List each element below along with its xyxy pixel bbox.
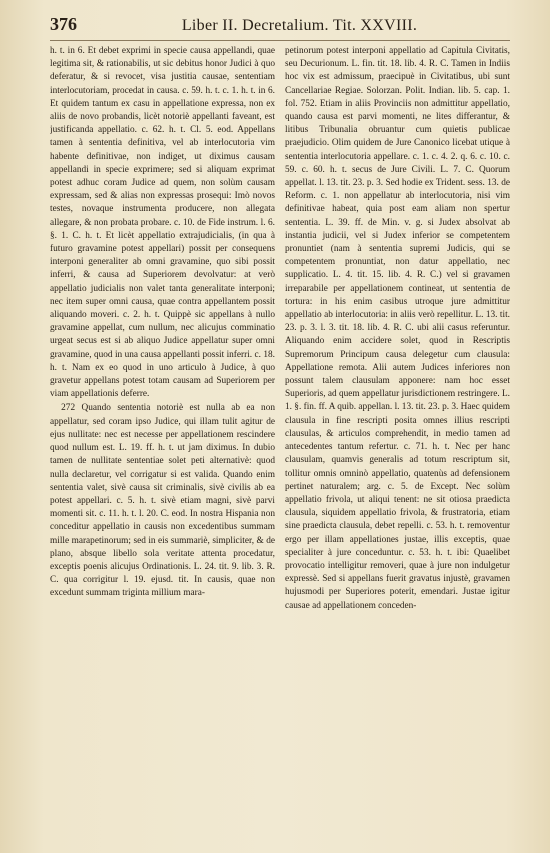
left-column — [50, 45, 275, 845]
right-paragraph-1: petinorum potest interponi appellatio ad Capitula Civitatis, seu Decurionum. L. fin. tit. 18. lib. 4. R. C. Tamen in Indiis hoc vix est admissum, praecipuè in Civitatibus, ubi sunt Cancellariae Regiae. Solorzan. Polit. Indian. lib. 5. cap. 1. fol. 752. Etiam in aliis Provinciis non admittitur appellatio, quando causa est parvi momenti, ne lites differantur, & litibus Tribunalia obruantur cum quietis publicae praejudicio. Olim quidem de Jure Canonico licebat utique à sententia interlocutoria appellare. c. 1. c. 4. 2. q. 6. c. 10. c. 59. c. 60. h. t. secus de Jure Civili. L. 7. C. Quorum appellat. l. 13. tit. 23. p. 3. Sed hodie ex Trident. sess. 13. de Reform. c. 1. non appellatur ab interlocutoria, nisi vim definitivae habeat, quia post eam aliam non spertur sententia. L. 39. ff. de Min. v. g. si Judex absolvat ab instantia judicii, vel si Judex inferior se competentem pronuntiet (nam à sententia supremi Judicis, qui se competentem pronuntiat, non datur appellatio, nec supplicatio. L. 4. tit. 15. lib. 4. R. C.) vel si gravamen irreparabile per appellationem contineat, ut sententia de tortura: in his enim casibus utroque jure admittitur appellatio ab interlocutoria: in aliis verò repellitur. L. 13. tit. 23. p. 3. l. 3. tit. 18. lib. 4. R. C. ubi alii casus referuntur. Aliquando enim accidere solet, quod in Rescriptis Supremorum Principum causa delegetur cum clausula: Appellatione remota. Alii autem Judices inferiores non possunt talem clausulam apponere: nam hoc esset Superioris, ad quem appellatur jurisdictionem restringere. L. 1. §. fin. ff. A quib. appellan. l. 13. tit. 23. p. 3. Haec quidem clausula in fine rescripti posita omnes illius rescripti clausulas, & articulos comprehendit, in medio tamen ad antecedentes tantum refertur. c. 71. h. t. Nec per hanc clausulam, quamvis generalis ad totum rescriptum sit, tollitur omnis omninò appellatio, quatenùs ad defensionem pertinet naturalem; arg. c. 5. de Except. Nec solùm appellatio frivola, ut aliqui tenent: ne sit otiosa praedicta clausula, siquidem appellatio frivola, & frustratoria, etiam sine praedicta clausula, debet repelli. c. 53. h. t. removentur ergo per illam appellationes justae, illis exceptis, quae specialiter à jure conceduntur. c. 53. h. t. ibi: Quaelibet provocatio intelligitur removeri, quae à jure non indulgetur expressè. Sed si appellans fuerit gravatus injustè, gravamen hujusmodi per Superiores poterit, emendari. Justae igitur causae ad appellationem conceden- — [285, 46, 510, 611]
text-columns — [50, 45, 510, 845]
left-paragraph-1: h. t. in 6. Et debet exprimi in specie causa appellandi, quae legitima sit, & rationabilis, ut sic debitus honor Judici à quo deferatur, & si revocet, visa justitia causae, sententiam interlocutoriam, procedat in causa. c. 59. h. t. c. 1. h. t. in 6. Et quidem tantum ex casu in appellatione expressa, non ex aliis de novo probandis, licèt notoriè appellanti faveant, est justificanda appellatio. c. 62. h. t. Cl. 5. eod. Appellans tamen à sententia definitiva, vel ab interlocutoria vim habente definitivae, non indiget, ut diximus causam appellandi in specie exprimere; sed si aliquam exprimat potest adhuc coram Judice ad quem, non solùm causam expressam, sed & alias non expressas prosequi: Imò novos testes, novaque instrumenta producere, non allegata allegare, & non probata probare. c. 10. de Fide instrum. l. 6. §. 1. C. h. t. Et licèt appellatio extrajudicialis, (in qua à futuro gravamine potest appellari) possit per consequens interponi generaliter ab omni gravamine, quo sibi possit inferri, & causa ad Superiorem devolvatur: at verò appellatio judicialis non valet tanta generalitate interponi; nec item super omni causa, quae contra appellantem possit aliquando moveri. c. 2. h. t. Quippè sic appellans à nullo gravamine appellat, cum nullum, nec alicujus comminatio urgeat secus est si ab aliquo Judice appellatur super omni gravamine, quod in una causa appellanti possit inferri. c. 18. h. t. Nam ex eo quod in uno articulo à Judice, à quo gravetur appellans potest totam causam ad Superiorem per viam appellationis deferre. — [50, 46, 275, 400]
left-paragraph-2: 272 Quando sententia notoriè est nulla ab ea non appellatur, sed coram ipso Judice, qui illam tulit agitur de ejus nullitate: nec est necesse per appellationem rescindere quod nullum est. L. 19. ff. h. t. ut jam diximus. In dubio tamen de nullitate sententiae solet peti alternativè: quod nulla declaretur, vel corrigatur si est valida. Quando enim sententia valet, sivè causa sit criminalis, sivè civilis ab ea potest appellari. c. 5. h. t. sivè etiam magni, sivè parvi momenti sit. c. 11. h. t. l. 20. C. eod. In nostra Hispania non conceditur appellatio in causis non excedentibus summam mille marapetinorum; sed in eis summariè, simpliciter, & de plano, absque libello sola veritate attenta procedatur, exceptis poenis alicujus Ordinationis. L. 24. tit. 9. lib. 3. R. C. qua corrigitur l. 19. ejusd. tit. In causis, quae non excedunt summam triginta millium mara- — [50, 403, 275, 599]
page-number: 376 — [50, 14, 77, 34]
running-title: Liber II. Decretalium. Tit. XXVIII. — [181, 17, 418, 34]
page-header — [50, 14, 510, 41]
right-column — [285, 45, 510, 845]
